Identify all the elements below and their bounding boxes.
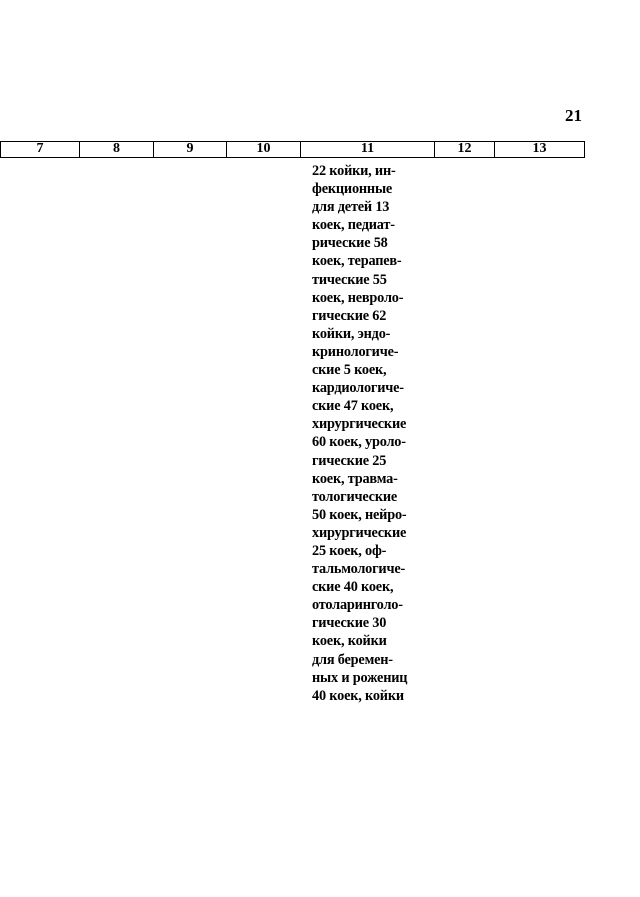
column-header-11: 11 <box>300 142 434 157</box>
cell-text-line: хирургические <box>312 524 407 541</box>
cell-text-line: 50 коек, нейро- <box>312 506 407 523</box>
column-header-10: 10 <box>226 142 300 157</box>
cell-text-line: 40 коек, койки <box>312 687 404 704</box>
cell-text-line: фекционные <box>312 181 393 198</box>
cell-text-line: кринологиче- <box>312 343 399 360</box>
cell-text-line: гические 30 <box>312 615 387 632</box>
cell-text-line: хирургические <box>312 416 407 433</box>
cell-text-line: ных и рожениц <box>312 669 408 686</box>
cell-text-line: ские 5 коек, <box>312 362 387 379</box>
cell-text-line: 60 коек, уроло- <box>312 434 406 451</box>
cell-text-line: для беремен- <box>312 651 393 668</box>
cell-text-line: 22 койки, ин- <box>312 163 396 179</box>
cell-text-line: ские 47 коек, <box>312 398 394 415</box>
cell-text-line: коек, травма- <box>312 470 398 487</box>
cell-text-line: тальмологиче- <box>312 561 406 578</box>
table-cell-column-11 <box>312 162 442 705</box>
page-number: 21 <box>565 106 582 125</box>
cell-text-line: 25 коек, оф- <box>312 542 387 559</box>
cell-text-line: тологические <box>312 488 398 505</box>
cell-text-line: гические 25 <box>312 452 387 469</box>
column-header-7: 7 <box>0 142 79 157</box>
column-header-13: 13 <box>494 142 585 157</box>
cell-text-line: коек, невроло- <box>312 289 404 306</box>
cell-text-line: койки, эндо- <box>312 325 391 342</box>
column-header-12: 12 <box>434 142 494 157</box>
cell-text-line: рические 58 <box>312 235 388 252</box>
cell-text-line: коек, койки <box>312 633 387 650</box>
cell-text-line: отоларинголо- <box>312 597 403 614</box>
column-header-8: 8 <box>79 142 153 157</box>
cell-text-line: коек, педиат- <box>312 217 395 234</box>
cell-text-line: гические 62 <box>312 307 387 324</box>
cell-text-line: ские 40 коек, <box>312 579 394 596</box>
cell-text-line: для детей 13 <box>312 199 390 216</box>
column-header-9: 9 <box>153 142 226 157</box>
cell-text-line: коек, терапев- <box>312 253 402 270</box>
cell-text-line: кардиологиче- <box>312 380 404 397</box>
table-header-row <box>0 141 585 158</box>
cell-text-line: тические 55 <box>312 271 387 288</box>
